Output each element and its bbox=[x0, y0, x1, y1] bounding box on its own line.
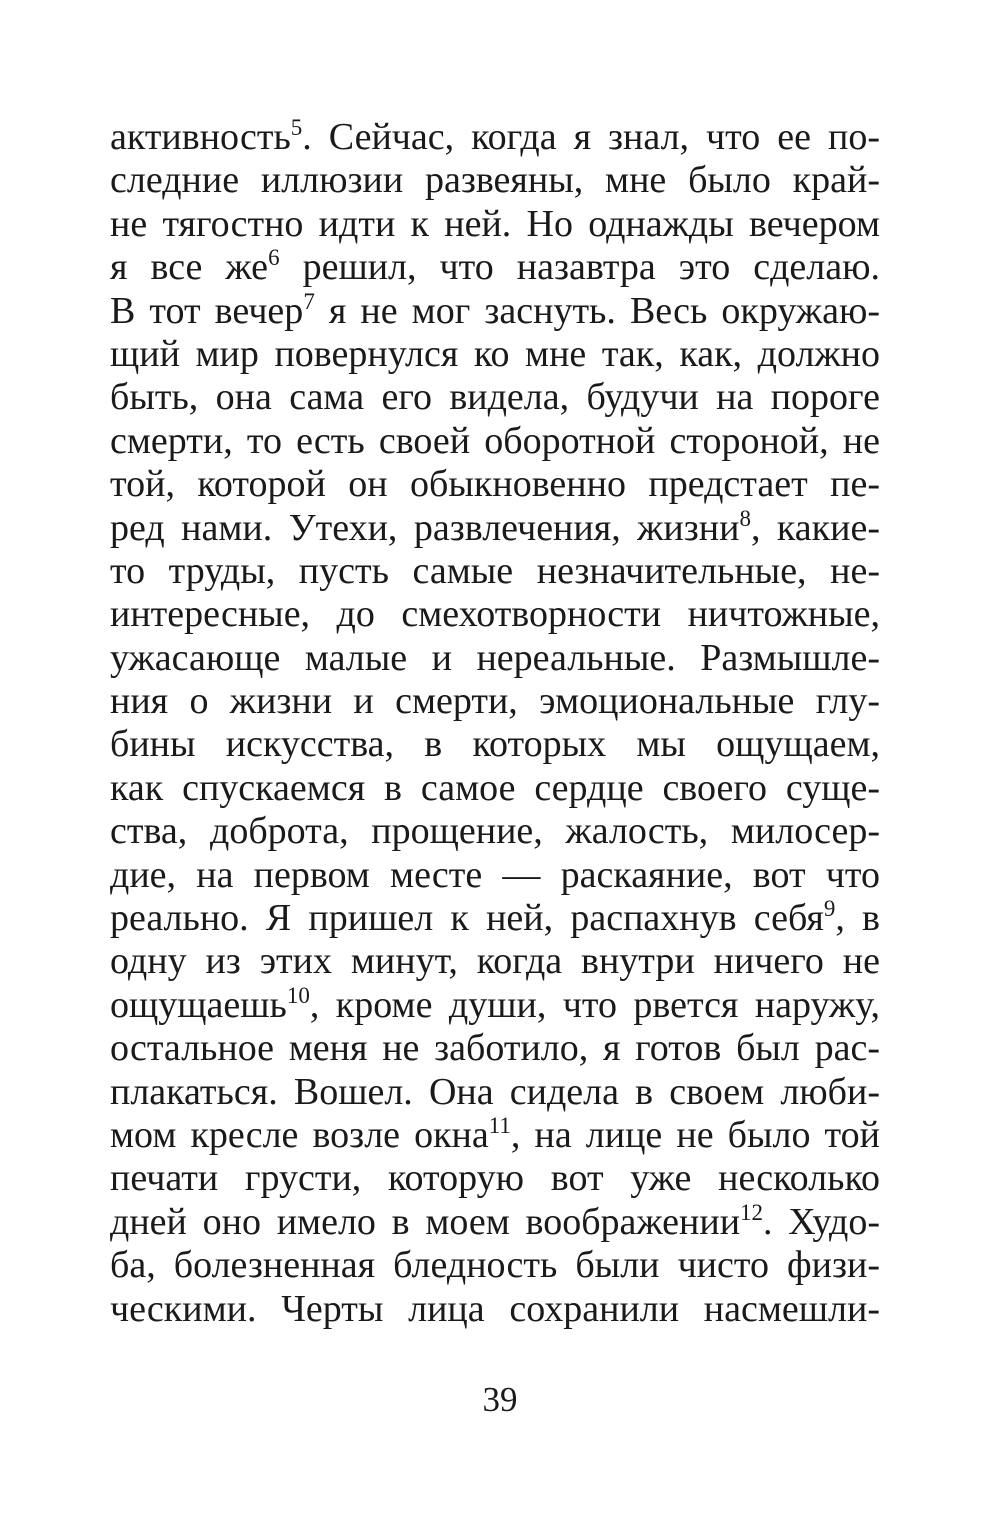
text-segment: дней оно имело в моем воображении bbox=[110, 1200, 741, 1243]
text-segment: ческими. Черты лица сохранили насмешли- bbox=[110, 1287, 880, 1330]
text-segment: щий мир повернулся ко мне так, как, должно bbox=[110, 332, 880, 375]
text-segment: , какие- bbox=[750, 506, 880, 549]
text-segment: следние иллюзии развеяны, мне было край- bbox=[110, 159, 880, 202]
footnote-marker: 12 bbox=[740, 1199, 764, 1225]
text-segment: ния о жизни и смерти, эмоциональные глу- bbox=[110, 680, 880, 723]
text-line bbox=[110, 290, 880, 333]
text-segment: остальное меня не заботило, я готов был рас- bbox=[110, 1027, 880, 1070]
text-segment: решил, что назавтра это сделаю. bbox=[279, 246, 881, 289]
text-line bbox=[110, 940, 880, 983]
text-line bbox=[110, 1244, 880, 1287]
text-line bbox=[110, 723, 880, 766]
text-segment: ред нами. Утехи, развлечения, жизни bbox=[110, 506, 740, 549]
text-segment: ства, доброта, прощение, жалость, милосер- bbox=[110, 810, 880, 853]
text-line bbox=[110, 593, 880, 636]
text-segment: , кроме души, что рвется наружу, bbox=[309, 983, 880, 1026]
body-text bbox=[110, 116, 880, 1331]
footnote-marker: 7 bbox=[303, 288, 315, 314]
text-segment: . Худо- bbox=[763, 1200, 880, 1243]
text-segment: интересные, до смехотворности ничтожные, bbox=[110, 593, 880, 636]
text-segment: я не мог заснуть. Весь окружаю- bbox=[314, 289, 880, 332]
text-line bbox=[110, 203, 880, 246]
footnote-marker: 10 bbox=[286, 982, 310, 1008]
text-line bbox=[110, 680, 880, 723]
text-line bbox=[110, 507, 880, 550]
text-segment: плакаться. Вошел. Она сидела в своем люби- bbox=[110, 1070, 880, 1113]
text-line bbox=[110, 1027, 880, 1070]
text-segment: ба, болезненная бледность были чисто физи- bbox=[110, 1244, 880, 1287]
text-segment: ужасающе малые и нереальные. Размышле- bbox=[110, 636, 880, 679]
text-line bbox=[110, 116, 880, 159]
text-line bbox=[110, 1157, 880, 1200]
text-segment: , на лице не было той bbox=[510, 1113, 880, 1156]
text-segment: реально. Я пришел к ней, распахнув себя bbox=[110, 897, 824, 940]
text-segment: быть, она сама его видела, будучи на пороге bbox=[110, 376, 880, 419]
text-line bbox=[110, 159, 880, 202]
text-line bbox=[110, 1201, 880, 1244]
text-line bbox=[110, 246, 880, 289]
text-line bbox=[110, 810, 880, 853]
text-segment: смерти, то есть своей оборотной стороной, не bbox=[110, 419, 880, 462]
text-segment: ощущаешь bbox=[110, 983, 287, 1026]
text-segment: мом кресле возле окна bbox=[110, 1113, 489, 1156]
text-segment: печати грусти, которую вот уже несколько bbox=[110, 1157, 880, 1200]
text-segment: дие, на первом месте — раскаяние, вот что bbox=[110, 853, 880, 896]
text-line bbox=[110, 420, 880, 463]
text-line bbox=[110, 897, 880, 940]
text-line bbox=[110, 550, 880, 593]
footnote-marker: 11 bbox=[488, 1112, 511, 1138]
text-segment: не тягостно идти к ней. Но однажды вечером bbox=[110, 202, 880, 245]
footnote-marker: 9 bbox=[823, 896, 836, 922]
text-line bbox=[110, 1071, 880, 1114]
text-segment: как спускаемся в самое сердце своего суще- bbox=[110, 766, 880, 809]
text-segment: бины искусства, в которых мы ощущаем, bbox=[110, 723, 880, 766]
footnote-marker: 8 bbox=[739, 505, 751, 531]
text-segment: активность bbox=[110, 116, 291, 158]
text-line bbox=[110, 463, 880, 506]
text-segment: той, которой он обыкновенно предстает пе- bbox=[110, 463, 880, 506]
text-line bbox=[110, 376, 880, 419]
text-segment: . Сейчас, когда я знал, что ее по- bbox=[302, 116, 880, 158]
text-line bbox=[110, 1288, 880, 1331]
text-line bbox=[110, 637, 880, 680]
text-line bbox=[110, 854, 880, 897]
text-line bbox=[110, 984, 880, 1027]
text-segment: я все же bbox=[110, 246, 269, 289]
text-segment: то труды, пусть самые незначительные, не- bbox=[110, 549, 880, 592]
text-line bbox=[110, 333, 880, 376]
text-line bbox=[110, 1114, 880, 1157]
text-segment: одну из этих минут, когда внутри ничего не bbox=[110, 940, 880, 983]
page-number: 39 bbox=[482, 1380, 518, 1419]
footnote-marker: 5 bbox=[290, 115, 303, 140]
text-line bbox=[110, 767, 880, 810]
text-segment: , в bbox=[835, 897, 880, 940]
text-segment: В тот вечер bbox=[110, 289, 304, 332]
footnote-marker: 6 bbox=[268, 245, 280, 271]
